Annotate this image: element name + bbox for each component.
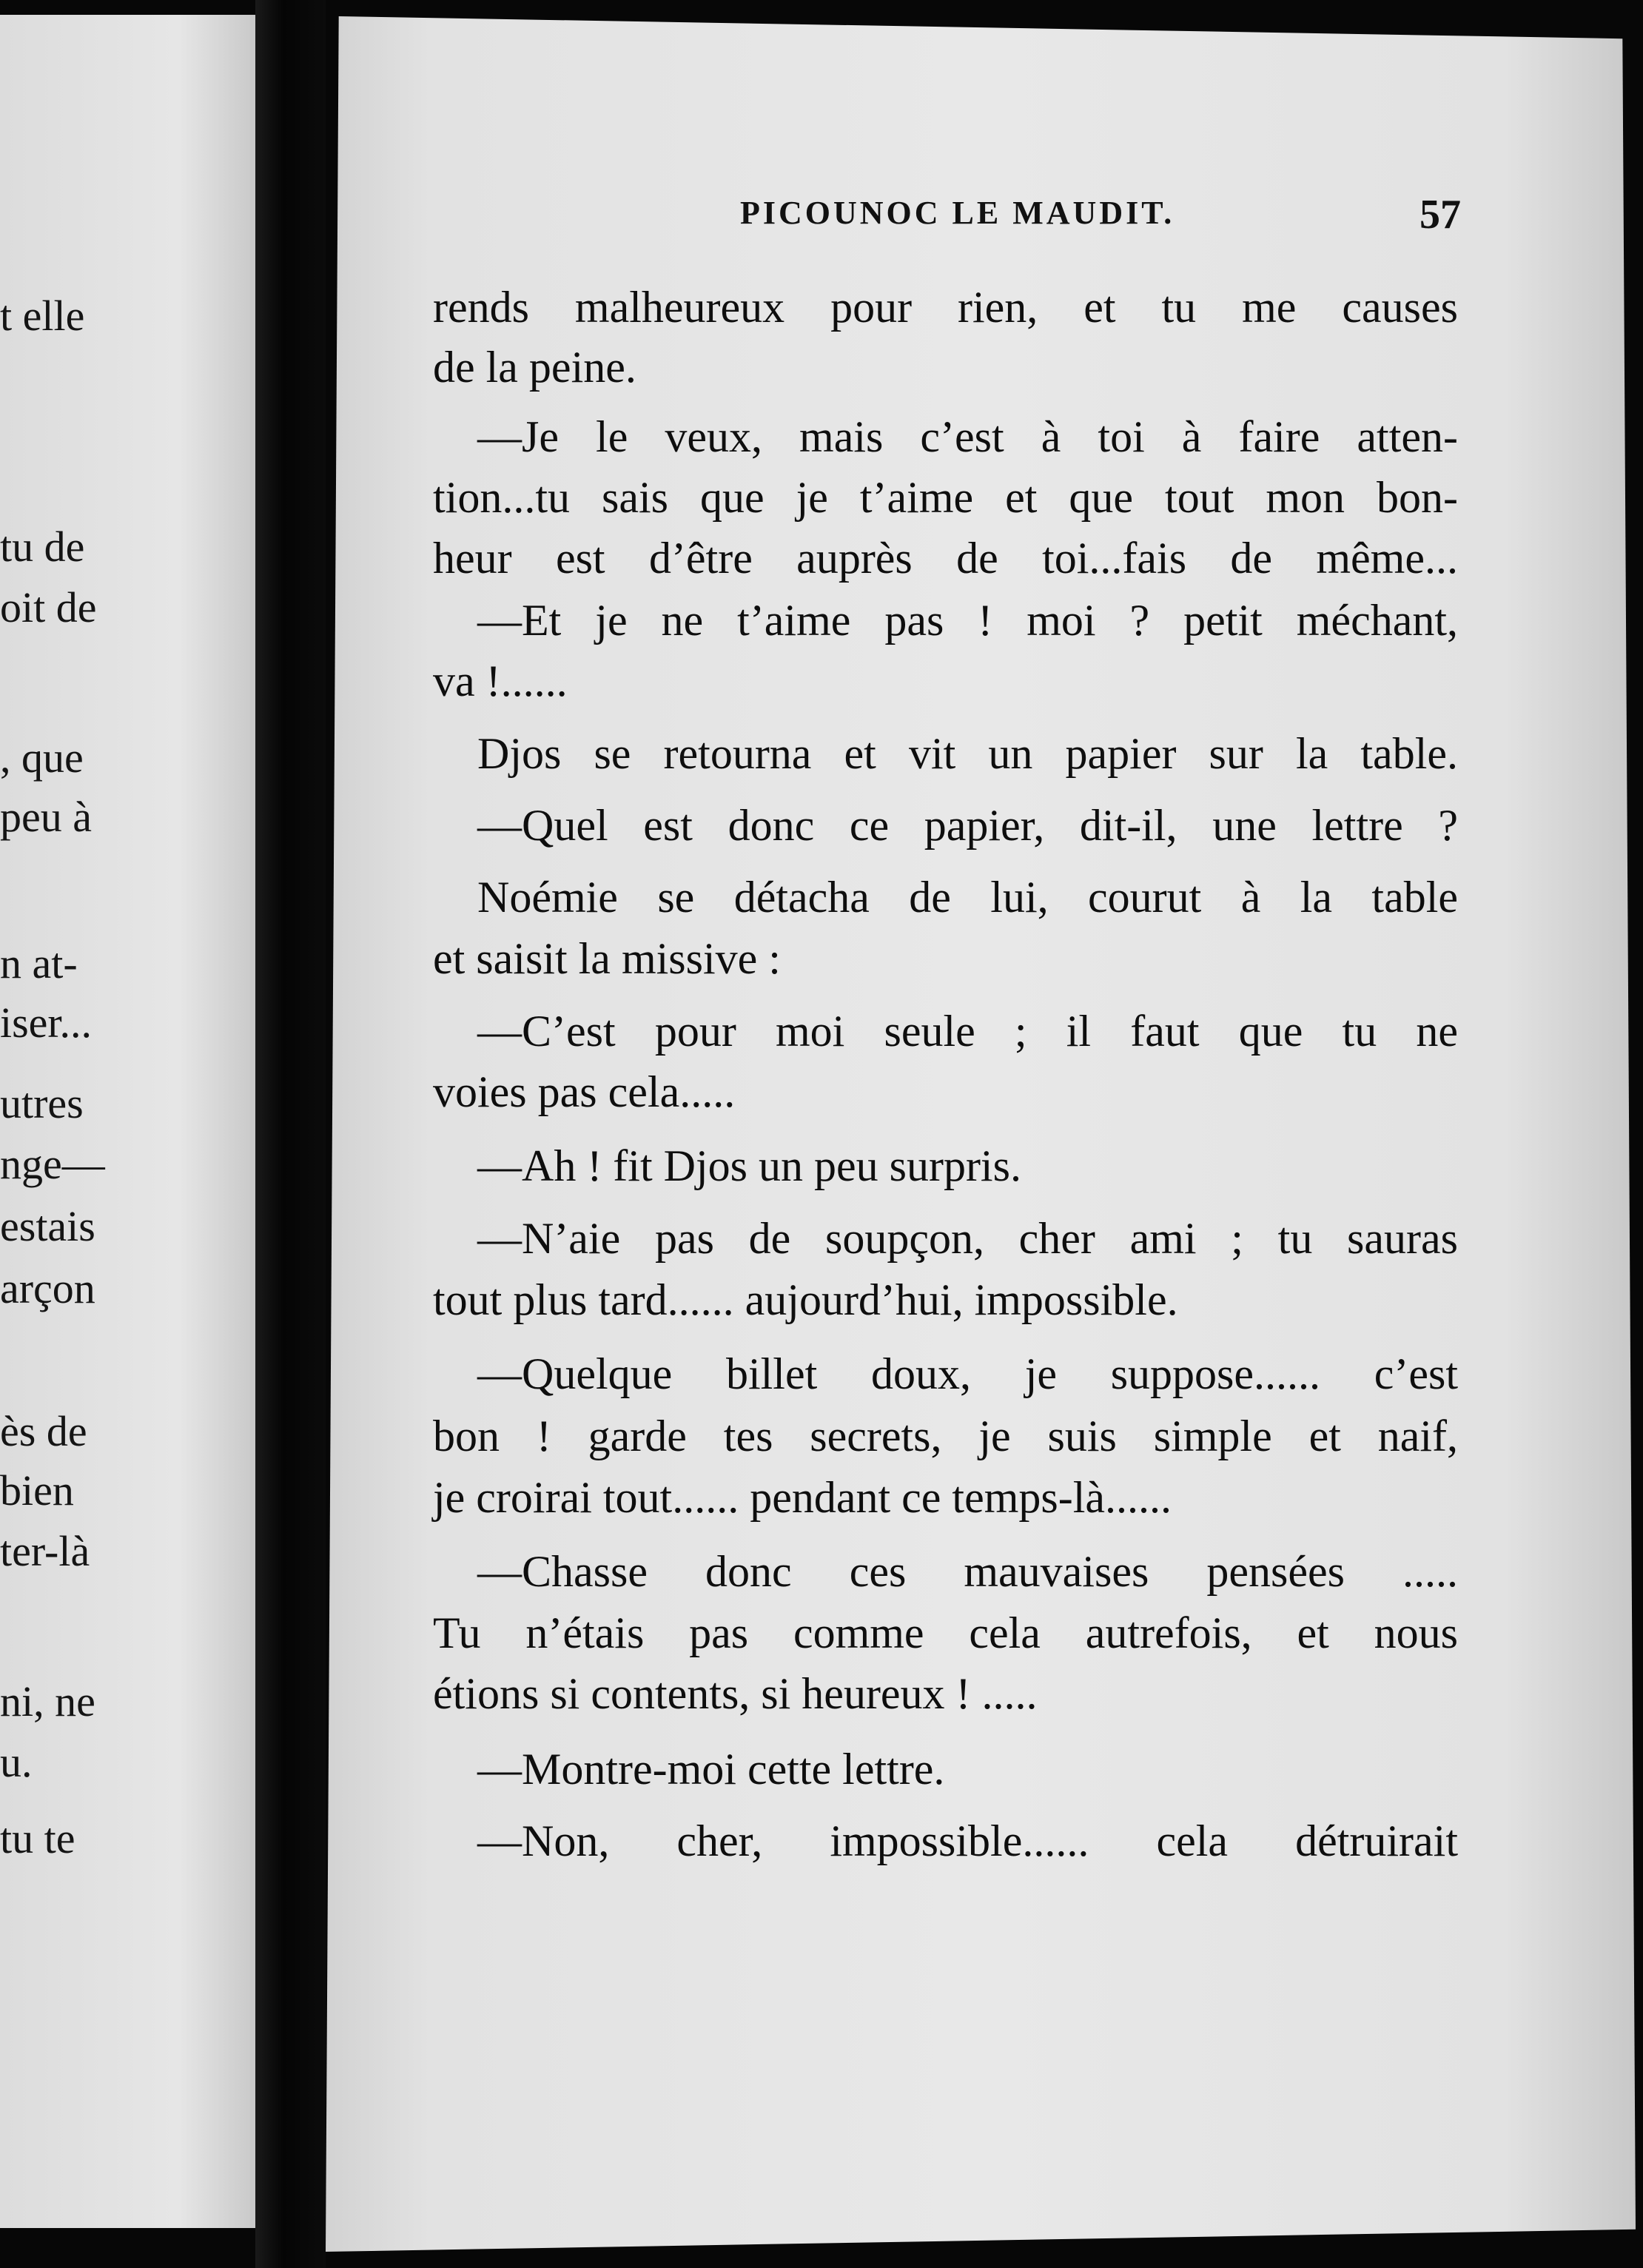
left-page-line: nge—: [0, 1140, 105, 1188]
text-line: —Ah ! fit Djos un peu surpris.: [477, 1141, 1021, 1190]
text-line: va !......: [433, 657, 568, 705]
page-number: 57: [1419, 192, 1461, 238]
text-line: —C’est pour moi seule ; il faut que tu ne: [477, 1007, 1458, 1056]
left-page-line: arçon: [0, 1264, 95, 1312]
left-page-line: , que: [0, 734, 84, 782]
text-line: —Je le veux, mais c’est à toi à faire atten-: [477, 412, 1458, 461]
text-line: bon ! garde tes secrets, je suis simple et naif,: [433, 1412, 1458, 1460]
text-line: Tu n’étais pas comme cela autrefois, et nous: [433, 1608, 1458, 1657]
text-line: heur est d’être auprès de toi...fais de même...: [433, 534, 1458, 583]
left-page-line: utres: [0, 1079, 84, 1127]
left-page-line: ni, ne: [0, 1677, 95, 1725]
text-line: —N’aie pas de soupçon, cher ami ; tu sauras: [477, 1214, 1458, 1263]
left-page-line: ès de: [0, 1407, 87, 1455]
text-line: —Et je ne t’aime pas ! moi ? petit méchant,: [477, 596, 1458, 645]
text-line: rends malheureux pour rien, et tu me causes: [433, 283, 1458, 332]
left-page-line: oit de: [0, 583, 97, 631]
text-line: Djos se retourna et vit un papier sur la table.: [477, 729, 1458, 778]
text-line: voies pas cela.....: [433, 1067, 736, 1116]
left-page-line: n at-: [0, 939, 78, 987]
text-line: —Quelque billet doux, je suppose...... c’est: [477, 1349, 1458, 1398]
text-line: et saisit la missive :: [433, 934, 781, 983]
left-page-line: ter-là: [0, 1527, 90, 1575]
left-page-line: u.: [0, 1738, 33, 1786]
left-page-line: t elle: [0, 292, 85, 340]
book-gutter: [255, 0, 326, 2268]
left-page-line: tu de: [0, 523, 85, 571]
text-line: —Quel est donc ce papier, dit-il, une lettre ?: [477, 801, 1458, 850]
left-page-line: iser...: [0, 999, 93, 1047]
left-page-line: bien: [0, 1466, 74, 1514]
text-line: —Chasse donc ces mauvaises pensées .....: [477, 1547, 1458, 1596]
left-page-line: tu te: [0, 1814, 75, 1862]
left-page-line: peu à: [0, 793, 92, 841]
left-page-line: estais: [0, 1202, 95, 1250]
text-line: de la peine.: [433, 343, 636, 392]
text-line: tout plus tard...... aujourd’hui, impossible.: [433, 1275, 1178, 1324]
text-line: —Non, cher, impossible...... cela détruirait: [477, 1816, 1458, 1865]
text-line: étions si contents, si heureux ! .....: [433, 1669, 1038, 1718]
left-facing-page: [0, 15, 255, 2228]
running-head: PICOUNOC LE MAUDIT.: [740, 195, 1175, 231]
text-line: je croirai tout...... pendant ce temps-là......: [433, 1473, 1172, 1522]
text-line: tion...tu sais que je t’aime et que tout mon bon-: [433, 473, 1458, 522]
text-line: Noémie se détacha de lui, courut à la table: [477, 873, 1458, 922]
text-line: —Montre-moi cette lettre.: [477, 1745, 945, 1794]
